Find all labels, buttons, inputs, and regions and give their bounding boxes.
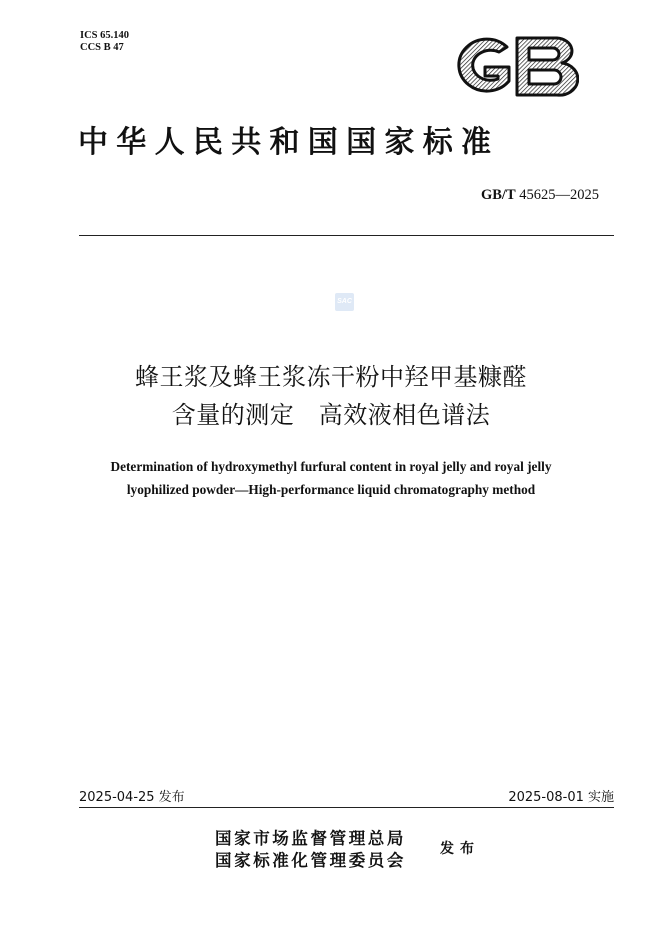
gb-logo — [449, 33, 579, 100]
ccs-code: CCS B 47 — [80, 42, 124, 53]
issuer-samr: 国家市场监督管理总局 — [215, 829, 406, 848]
chinese-title-line-2: 含量的测定 高效液相色谱法 — [171, 401, 491, 429]
standard-number — [481, 187, 599, 204]
classification-codes — [80, 30, 129, 54]
release-label: 发布 — [440, 841, 480, 857]
ics-code: ICS 65.140 — [80, 30, 130, 41]
issue-date: 2025-04-25 发布 — [79, 790, 185, 805]
national-standard-title: 中华人民共和国国家标准 — [78, 125, 500, 160]
english-title-line-2: lyophilized powder—High-performance liquid chromatography method — [126, 482, 536, 497]
issuer-sac: 国家标准化管理委员会 — [215, 851, 406, 870]
chinese-title-line-1: 蜂王浆及蜂王浆冻干粉中羟甲基糠醛 — [135, 363, 527, 391]
implementation-date: 2025-08-01 实施 — [508, 790, 614, 805]
sac-watermark: SAC — [335, 293, 354, 311]
standard-serial: 45625—2025 — [519, 187, 599, 203]
standard-code: GB/T — [480, 187, 516, 203]
bottom-divider — [79, 807, 614, 808]
top-divider — [79, 235, 614, 236]
english-title-line-1: Determination of hydroxymethyl furfural content in royal jelly and royal jelly — [110, 459, 552, 474]
